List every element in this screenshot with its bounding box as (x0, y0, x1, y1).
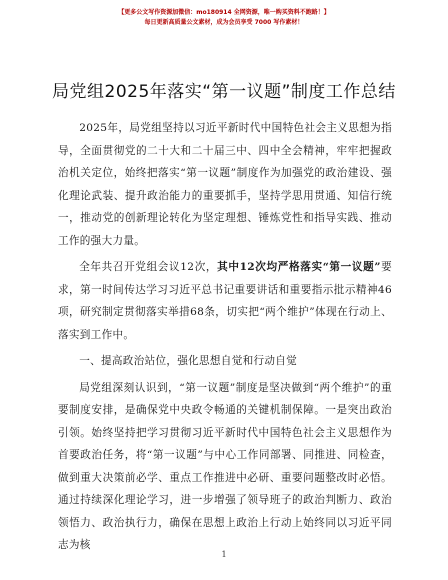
paragraph-summary-emphasis: 其中12次均严格落实“第一议题” (217, 261, 381, 273)
section-heading-1: 一、提高政治站位，强化思想自觉和行动自觉 (79, 355, 298, 367)
paragraph-intro: 2025年，局党组坚持以习近平新时代中国特色社会主义思想为指导，全面贯彻党的二十大和二十届三中、四中全会精神，牢牢把握政治机关定位，始终把落实“第一议题”制度作为加强党的政治建设、强化理论武装、提升政治能力的重要抓手，坚持学思用贯通、知信行统一，推动党的创新理论转化为坚定理想、锤炼党性和指导实践、推动工作的强大力量。 (58, 122, 392, 247)
document-body (58, 117, 392, 557)
promo-banner (0, 8, 448, 28)
paragraph-summary-part2: 要求，第一时间传达学习习近平总书记重要讲话和重要指示批示精神46项，研究制定贯彻落实举措68条，切实把“两个维护”体现在行动上、落实到工作中。 (58, 261, 392, 341)
document-title: 局党组2025年落实“第一议题”制度工作总结 (52, 82, 396, 102)
page-number: 1 (221, 550, 227, 559)
paragraph-section1-body: 局党组深刻认识到，“第一议题”制度是坚决做到“两个维护”的重要制度安排，是确保党中央政令畅通的关键机制保障。一是突出政治引领。始终坚持把学习贯彻习近平新时代中国特色社会主义思想作为首要政治任务，将“第一议题”与中心工作同部署、同推进、同检查，做到重大决策前必学、重点工作推进中必研、重要问题整改时必悟。通过持续深化理论学习，进一步增强了领导班子的政治判断力、政治领悟力、政治执行力，确保在思想上政治上行动上始终同以习近平同志为核 (58, 381, 392, 551)
paragraph-summary-part1: 全年共召开党组会议12次， (79, 261, 218, 273)
promo-banner-line1: 【更多公文写作资源加微信：mo180914 全网资源，唯一购买资料不跑路！】 (118, 9, 330, 16)
promo-banner-line2: 每日更新高质量公文素材，成为会员享受 7000 写作素材！ (144, 19, 304, 26)
paragraph-summary (58, 256, 392, 346)
